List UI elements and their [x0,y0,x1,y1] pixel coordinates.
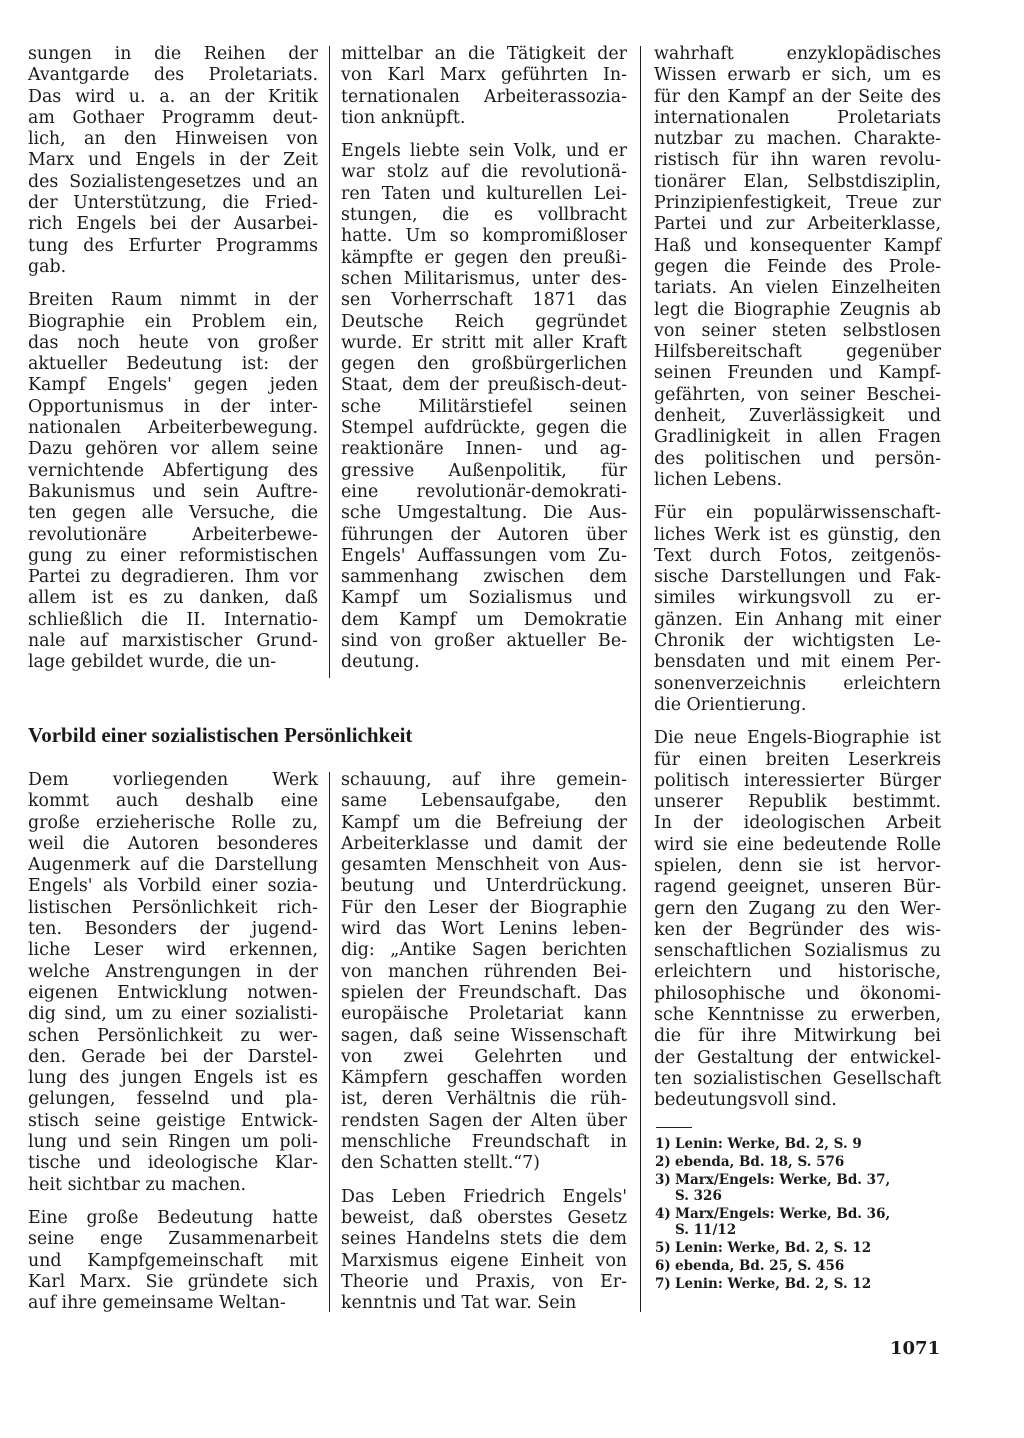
text-line: dem Kampf um Demokratie [341,609,627,630]
text-line: kommt auch deshalb eine [28,791,318,812]
text-line: sen Vorherrschaft 1871 das [341,290,627,311]
text-line: Breiten Raum nimmt in der [28,290,318,311]
text-line: bensdaten und mit einem Per- [654,652,941,673]
footnote-number: 2) [655,1154,671,1171]
section-heading: Vorbild einer sozialistischen Persönlichkeit [28,723,413,747]
footnote-text: Lenin: Werke, Bd. 2, S. 12 [675,1239,872,1256]
text-line: Marxismus eigene Einheit von [341,1250,627,1271]
text-line: Karl Marx. Sie gründete sich [28,1271,318,1292]
paragraph [654,728,941,1111]
text-line: similes wirkungsvoll zu er- [654,588,941,609]
footnote-text: Marx/Engels: Werke, Bd. 36, [675,1205,891,1222]
text-line: von zwei Gelehrten und [341,1046,627,1067]
text-line: lage gebildet wurde, die un- [28,652,277,673]
footnote [655,1259,945,1275]
text-line: das noch heute von großer [28,332,318,353]
text-line: wurde. Er stritt mit aller Kraft [341,332,627,353]
text-line: führungen der Autoren über [341,524,627,545]
text-line: philosophische und ökonomi- [654,983,941,1004]
paragraph [341,1187,627,1315]
text-line: ten. Besonders der jugend- [28,919,318,940]
footnote-number: 4) [655,1205,671,1222]
paragraph [654,44,941,491]
footnote [655,1173,945,1204]
text-line: seinen Freunden und Kampf- [654,363,941,384]
paragraph [341,44,627,129]
footnote-text: ebenda, Bd. 18, S. 576 [675,1154,845,1171]
text-line: ragend geeignet, unseren Bür- [654,877,941,898]
text-line: mittelbar an die Tätigkeit der [341,44,627,64]
text-line: ist, deren Verhältnis die rüh- [341,1089,627,1110]
text-line: des politischen und persön- [654,448,941,469]
text-line: kämpfte er gegen den preußi- [341,247,627,268]
text-line: revolutionäre Arbeiterbewe- [28,524,318,545]
text-line: deutung. [341,652,420,673]
text-line: Hilfsbereitschaft gegenüber [654,342,941,363]
text-line: senschaftlichen Sozialismus zu [654,941,941,962]
text-line: rich Engels bei der Ausarbei- [28,214,318,235]
text-line: Biographie ein Problem ein, [28,311,318,332]
text-line: tung des Erfurter Programms [28,235,318,256]
paragraph [28,770,318,1196]
footnote-rule [656,1127,692,1128]
text-line: ken der Begründer des wis- [654,919,941,940]
text-line: wahrhaft enzyklopädisches [654,44,941,64]
text-line: Avantgarde des Proletariats. [28,65,318,86]
text-line: gern den Zugang zu den Wer- [654,898,941,919]
text-line: Engels liebte sein Volk, und er [341,141,627,162]
text-line: bedeutungsvoll sind. [654,1090,837,1111]
text-line: internationalen Proletariats [654,107,941,128]
text-line: sammenhang zwischen dem [341,567,627,588]
text-line: Kämpfern geschaffen worden [341,1068,627,1089]
text-line: für einen breiten Leserkreis [654,749,941,770]
footnote-number: 6) [655,1257,671,1274]
footnote-number: 3) [655,1172,671,1189]
text-line: den. Gerade bei der Darstel- [28,1046,318,1067]
text-line: ren Taten und kulturellen Lei- [341,183,627,204]
text-line: von seiner steten selbstlosen [654,320,941,341]
text-line: der Gestaltung der entwickel- [654,1047,941,1068]
text-line: schen Persönlichkeit zu wer- [28,1025,318,1046]
text-line: den Schatten stellt.“7) [341,1153,540,1174]
text-line: große erzieherische Rolle zu, [28,812,318,833]
text-line: denheit, Zuverlässigkeit und [654,406,941,427]
text-line: Gradlinigkeit in allen Fragen [654,427,941,448]
text-line: Staat, dem der preußisch-deut- [341,375,627,396]
text-line: Dem vorliegenden Werk [28,770,318,790]
text-line: Engels' als Vorbild einer sozia- [28,876,318,897]
column-rule-2 [640,46,641,1312]
text-line: welche Anstrengungen in der [28,961,318,982]
text-line: schauung, auf ihre gemein- [341,770,627,790]
text-line: stisch seine geistige Entwick- [28,1110,318,1131]
text-line: Stempel aufdrückte, gegen die [341,418,627,439]
text-line: menschliche Freundschaft in [341,1132,627,1153]
text-line: des Sozialistengesetzes und an [28,171,318,192]
text-line: politisch interessierter Bürger [654,770,941,791]
text-line: In der ideologischen Arbeit [654,813,941,834]
text-line: hatte. Um so kompromißloser [341,226,627,247]
text-line: Die neue Engels-Biographie ist [654,728,941,749]
text-line: von manchen rührenden Bei- [341,961,627,982]
page-number: 1071 [890,1338,941,1359]
text-line: allem ist es zu danken, daß [28,588,318,609]
footnote-text-continued: S. 326 [675,1187,722,1204]
text-line: erleichtern und historische, [654,962,941,983]
column-1-top [28,44,318,686]
paragraph [28,290,318,673]
text-line: lichen Lebens. [654,469,783,490]
footnote-text-continued: S. 11/12 [675,1221,737,1238]
text-line: wird sie eine bedeutende Rolle [654,834,941,855]
text-line: dig sind, um zu einer sozialisti- [28,1004,318,1025]
text-line: reaktionäre Innen- und ag- [341,439,627,460]
footnote-text: Marx/Engels: Werke, Bd. 37, [675,1172,891,1189]
text-line: nale auf marxistischer Grund- [28,631,318,652]
footnote [655,1137,945,1153]
text-line: ternationalen Arbeiterassozia- [341,86,627,107]
footnote-text: Lenin: Werke, Bd. 2, S. 9 [675,1136,862,1152]
text-line: sche Militärstiefel seinen [341,396,627,417]
text-line: Haß und konsequenter Kampf [654,235,941,256]
text-line: Eine große Bedeutung hatte [28,1207,318,1228]
text-line: gegen den großbürgerlichen [341,354,627,375]
text-line: listischen Persönlichkeit rich- [28,897,318,918]
text-line: seine enge Zusammenarbeit [28,1229,318,1250]
footnote-number: 1) [655,1136,671,1152]
text-line: seines Handelns stets die dem [341,1229,627,1250]
text-line: Opportunismus in der inter- [28,396,318,417]
text-line: sagen, daß seine Wissenschaft [341,1025,627,1046]
text-line: same Lebensaufgabe, den [341,791,627,812]
column-1-bottom [28,770,318,1326]
text-line: Wissen erwarb er sich, um es [654,65,941,86]
text-line: Dazu gehören vor allem seine [28,439,318,460]
text-line: tion anknüpft. [341,107,466,128]
text-line: Augenmerk auf die Darstellung [28,855,318,876]
text-line: Prinzipienfestigkeit, Treue zur [654,193,941,214]
text-line: Partei und zur Arbeiterklasse, [654,214,941,235]
footnote-text: Lenin: Werke, Bd. 2, S. 12 [675,1275,872,1292]
text-line: dig: „Antike Sagen berichten [341,940,627,961]
text-line: die für ihre Mitwirkung bei [654,1026,941,1047]
text-line: tische und ideologische Klar- [28,1153,318,1174]
text-line: spielen der Freundschaft. Das [341,982,627,1003]
text-line: ten gegen alle Versuche, die [28,503,318,524]
text-line: Chronik der wichtigsten Le- [654,631,941,652]
footnote-text: ebenda, Bd. 25, S. 456 [675,1257,845,1274]
text-line: vernichtende Abfertigung des [28,460,318,481]
text-line: war stolz auf die revolutionä- [341,162,627,183]
text-line: gelungen, fesselnd und pla- [28,1089,318,1110]
text-line: und Kampfgemeinschaft mit [28,1250,318,1271]
text-line: von Karl Marx geführten In- [341,65,627,86]
text-line: Kampf um die Befreiung der [341,812,627,833]
text-line: gefährten, von seiner Beschei- [654,384,941,405]
text-line: sind von großer aktueller Be- [341,631,627,652]
footnote-list [655,1137,945,1295]
text-line: die Orientierung. [654,694,807,715]
text-line: weil die Autoren besonderes [28,833,318,854]
text-line: eine revolutionär-demokrati- [341,481,627,502]
text-line: aktueller Bedeutung ist: der [28,354,318,375]
footnote [655,1241,945,1257]
text-line: tionärer Elan, Selbstdisziplin, [654,171,941,192]
text-line: schließlich die II. Internatio- [28,609,318,630]
footnote [655,1277,945,1293]
text-line: ten sozialistischen Gesellschaft [654,1068,941,1089]
text-line: Arbeiterklasse und damit der [341,833,627,854]
text-line: eigenen Entwicklung notwen- [28,982,318,1003]
text-line: lung und sein Ringen um poli- [28,1132,318,1153]
text-line: auf ihre gemeinsame Weltan- [28,1293,286,1314]
text-line: tariats. An vielen Einzelheiten [654,278,941,299]
text-line: liche Leser wird erkennen, [28,940,318,961]
footnote [655,1207,945,1238]
text-line: europäische Proletariat kann [341,1004,627,1025]
text-line: wird das Wort Lenins leben- [341,919,627,940]
text-line: sische Darstellungen und Fak- [654,567,941,588]
text-line: Das wird u. a. an der Kritik [28,86,318,107]
text-line: Für den Leser der Biographie [341,897,627,918]
text-line: Theorie und Praxis, von Er- [341,1271,627,1292]
text-line: nutzbar zu machen. Charakte- [654,129,941,150]
text-line: gab. [28,256,67,277]
paragraph [341,141,627,673]
text-line: beweist, daß oberstes Gesetz [341,1207,627,1228]
text-line: heit sichtbar zu machen. [28,1174,247,1195]
column-2-top [341,44,627,686]
text-line: Für ein populärwissenschaft- [654,503,941,524]
text-line: gung zu einer reformistischen [28,545,318,566]
paragraph [654,503,941,716]
text-line: schen Militarismus, unter des- [341,268,627,289]
text-line: kenntnis und Tat war. Sein [341,1293,577,1314]
text-line: Das Leben Friedrich Engels' [341,1186,627,1207]
text-line: Bakunismus und sein Auftre- [28,481,318,502]
column-3 [654,44,941,1124]
text-line: Partei zu degradieren. Ihm vor [28,567,318,588]
text-line: gressive Außenpolitik, für [341,460,627,481]
text-line: gänzen. Ein Anhang mit einer [654,609,941,630]
paragraph [28,44,318,278]
text-line: sche Kenntnisse zu erwerben, [654,1005,941,1026]
text-line: nationalen Arbeiterbewegung. [28,418,318,439]
footnote [655,1155,945,1171]
text-line: gesamten Menschheit von Aus- [341,855,627,876]
text-line: sungen in die Reihen der [28,44,318,64]
text-line: sonenverzeichnis erleichtern [654,673,941,694]
paragraph [28,1208,318,1314]
text-line: stungen, die es vollbracht [341,205,627,226]
text-line: Text durch Fotos, zeitgenös- [654,545,941,566]
text-line: sche Umgestaltung. Die Aus- [341,503,627,524]
text-line: beutung und Unterdrückung. [341,876,627,897]
text-line: rendsten Sagen der Alten über [341,1110,627,1131]
column-rule-1-bottom [329,772,330,1312]
text-line: spielen, denn sie ist hervor- [654,855,941,876]
column-2-bottom [341,770,627,1326]
text-line: unserer Republik bestimmt. [654,792,941,813]
text-line: lung des jungen Engels ist es [28,1068,318,1089]
text-line: gegen die Feinde des Prole- [654,256,941,277]
text-line: Deutsche Reich gegründet [341,311,627,332]
text-line: Engels' Auffassungen vom Zu- [341,545,627,566]
paragraph [341,770,627,1175]
text-line: lich, an den Hinweisen von [28,129,318,150]
text-line: am Gothaer Programm deut- [28,107,318,128]
text-line: legt die Biographie Zeugnis ab [654,299,941,320]
column-rule-1-top [329,46,330,678]
text-line: der Unterstützung, die Fried- [28,193,318,214]
footnote-number: 7) [655,1275,671,1292]
text-line: Kampf um Sozialismus und [341,588,627,609]
text-line: ristisch für ihn waren revolu- [654,150,941,171]
text-line: Marx und Engels in der Zeit [28,150,318,171]
text-line: Kampf Engels' gegen jeden [28,375,318,396]
text-line: liches Werk ist es günstig, den [654,524,941,545]
footnote-number: 5) [655,1239,671,1256]
text-line: für den Kampf an der Seite des [654,86,941,107]
